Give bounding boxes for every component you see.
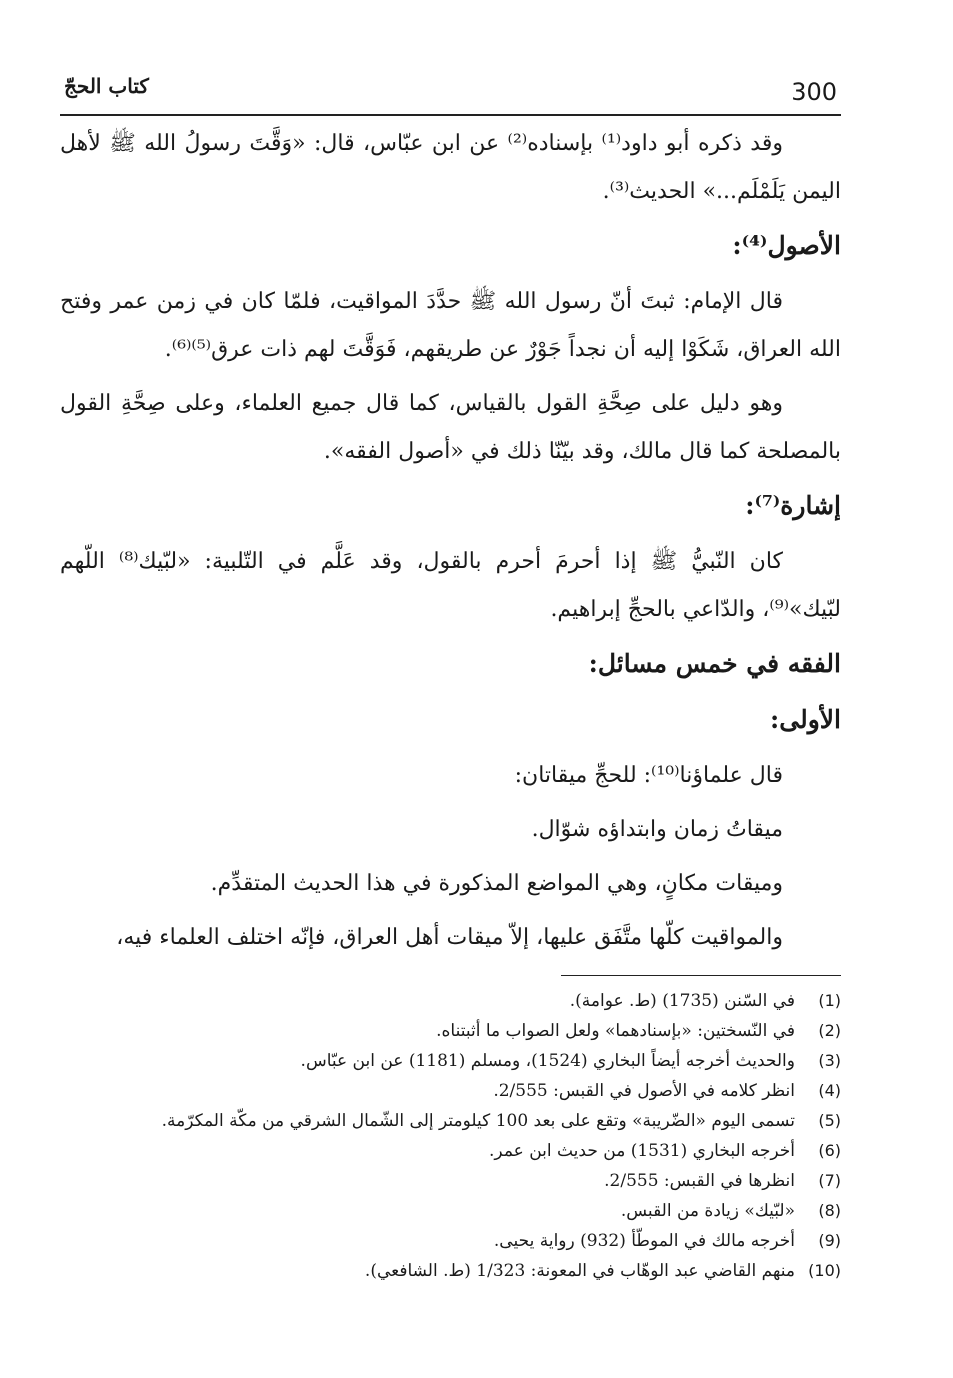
footnote-number: (1) (818, 991, 841, 1010)
footnote-number: (2) (818, 1021, 841, 1040)
footnote-number: (10) (808, 1261, 841, 1280)
footnote-number: (8) (818, 1201, 841, 1220)
footnote-text: في السّنن (1735) (ط. عوامة). (569, 991, 795, 1011)
paragraph-miqatan: قال علماؤنا⁽¹⁰⁾: للحجِّ ميقاتان: (514, 763, 783, 788)
footnote (60, 1136, 841, 1166)
paragraph-miqat-makan: وميقات مكانٍ، وهي المواضع المذكورة في هذا الحديث المتقدِّم. (210, 871, 783, 896)
footnote (60, 986, 841, 1016)
footnote-divider (561, 975, 841, 976)
heading-fiqh: الفقه في خمس مسائل: (588, 649, 841, 678)
footnote (60, 1196, 841, 1226)
footnotes (60, 975, 841, 1286)
paragraph-qiyas: وهو دليل على صِحَّةِ القول بالقياس، كما قال جميع العلماء، وعلى صِحَّةِ القول بالمصلحة كما قال مالك، وقد بيّنّا ذلك في «أصول الفقه». (60, 391, 841, 464)
running-title: كتاب الحجّ (64, 74, 149, 98)
footnote-number: (9) (818, 1231, 841, 1250)
heading-ula: الأولى: (770, 705, 841, 734)
footnote (60, 1016, 841, 1046)
footnote (60, 1046, 841, 1076)
footnote-text: تسمى اليوم «الضّريبة» وتقع على بعد 100 كيلومتر إلى الشّمال الشرقي من مكّة المكرّمة. (161, 1111, 795, 1131)
page-number: 300 (791, 78, 837, 106)
footnote (60, 1076, 841, 1106)
footnote-text: منهم القاضي عبد الوهّاب في المعونة: 1/323 (ط. الشافعي). (364, 1261, 795, 1281)
footnote-number: (4) (818, 1081, 841, 1100)
footnote-text: «لبّيك» زيادة من القبس. (620, 1201, 795, 1221)
footnote-text: والحديث أخرجه أيضاً البخاري (1524)، ومسلم (1181) عن ابن عبّاس. (300, 1051, 795, 1071)
footnote-text: في النّسختين: «بإسنادهما» ولعل الصواب ما أثبتناه. (436, 1021, 795, 1041)
paragraph-imam: قال الإمام: ثبتَ أنّ رسول الله ﷺ حدَّدَ المواقيت، فلمّا كان في زمن عمر وفتح الله العراق، شَكَوْا إليه أن نجداً جَوْرٌ عن طريقهم، فَوَقَّتَ لهم ذات عرق⁽⁵⁾⁽⁶⁾. (60, 289, 841, 362)
footnote (60, 1106, 841, 1136)
footnote-number: (5) (818, 1111, 841, 1130)
footnote-number: (6) (818, 1141, 841, 1160)
paragraph-miqat-zaman: ميقاتُ زمان وابتداؤه شوّال. (531, 817, 783, 842)
page-header (60, 64, 841, 116)
footnote (60, 1166, 841, 1196)
footnote (60, 1256, 841, 1286)
footnote-text: أخرجه البخاري (1531) من حديث ابن عمر. (489, 1141, 795, 1161)
paragraph-mawaqit: والمواقيت كلّها متَّفَق عليها، إلاّ ميقات أهل العراق، فإنّه اختلف العلماء فيه، (116, 925, 783, 950)
footnote-text: انظر كلامه في الأصول في القبس: 2/555. (493, 1081, 795, 1101)
heading-ishara: إشارة⁽⁷⁾: (745, 491, 841, 520)
footnote-text: انظرها في القبس: 2/555. (604, 1171, 795, 1191)
footnote (60, 1226, 841, 1256)
footnote-text: أخرجه مالك في الموطّأ (932) رواية يحيى. (493, 1231, 795, 1251)
main-text (60, 120, 841, 968)
footnote-number: (7) (818, 1171, 841, 1190)
paragraph-talbiya: كان النّبيُّ ﷺ إذا أحرمَ أحرم بالقول، وقد عَلَّم في التّلبية: «لبّيك⁽⁸⁾ اللّهم لبّيك»⁽⁹⁾، والدّاعي بالحجِّ إبراهيم. (60, 549, 841, 622)
footnote-number: (3) (818, 1051, 841, 1070)
heading-usul: الأصول⁽⁴⁾: (732, 231, 841, 260)
paragraph-hadith: وقد ذكره أبو داود⁽¹⁾ بإسناده⁽²⁾ عن ابن عبّاس، قال: «وَقَّتَ رسولُ الله ﷺ لأهل اليمن يَلَمْلَم...» الحديث⁽³⁾. (60, 131, 841, 204)
